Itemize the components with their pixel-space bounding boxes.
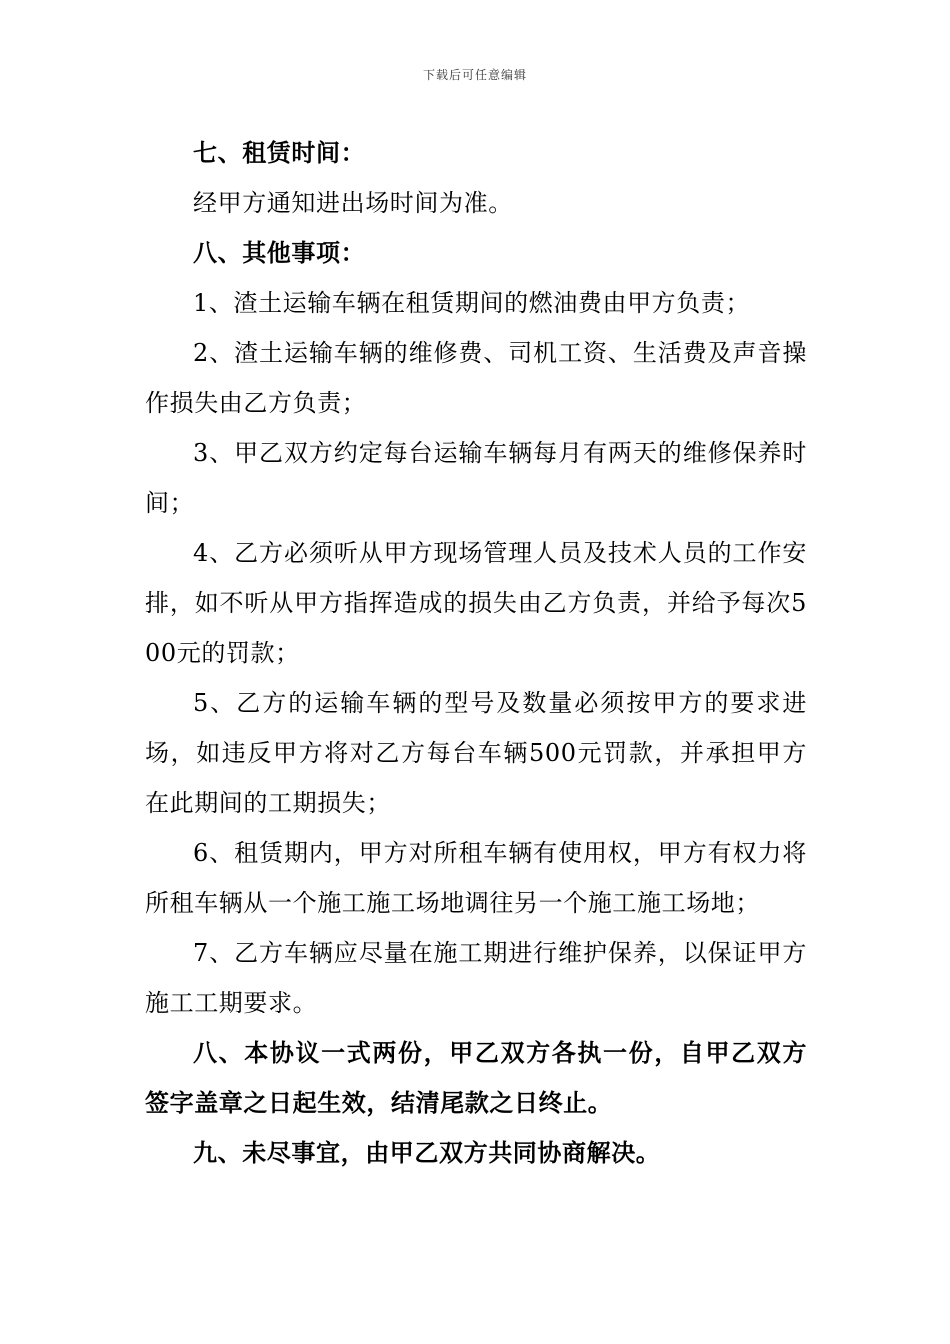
document-body: [145, 128, 807, 1178]
section-heading-lease-time: 七、租赁时间：: [193, 138, 366, 167]
paragraph-lease-time: 经甲方通知进出场时间为准。: [193, 189, 513, 217]
clause-7: 7、乙方车辆应尽量在施工期进行维护保养，以保证甲方施工工期要求。: [145, 939, 807, 1017]
clause-2: 2、渣土运输车辆的维修费、司机工资、生活费及声音操作损失由乙方负责；: [145, 339, 807, 417]
clause-6: 6、租赁期内，甲方对所租车辆有使用权，甲方有权力将所租车辆从一个施工施工场地调往另一个施工施工场地；: [145, 839, 807, 917]
clause-3: 3、甲乙双方约定每台运输车辆每月有两天的维修保养时间；: [145, 439, 807, 517]
clause-4: 4、乙方必须听从甲方现场管理人员及技术人员的工作安排，如不听从甲方指挥造成的损失由乙方负责，并给予每次500元的罚款；: [145, 539, 807, 667]
section-unresolved-matters: 九、未尽事宜，由甲乙双方共同协商解决。: [193, 1138, 661, 1167]
clause-1: 1、渣土运输车辆在租赁期间的燃油费由甲方负责；: [193, 289, 751, 317]
clause-5: 5、乙方的运输车辆的型号及数量必须按甲方的要求进场，如违反甲方将对乙方每台车辆500元罚款，并承担甲方在此期间的工期损失；: [145, 689, 807, 817]
section-heading-other-matters: 八、其他事项：: [193, 238, 366, 267]
section-agreement-copies: 八、本协议一式两份，甲乙双方各执一份，自甲乙双方签字盖章之日起生效，结清尾款之日终止。: [145, 1038, 807, 1117]
page-header: 下载后可任意编辑: [422, 68, 527, 82]
